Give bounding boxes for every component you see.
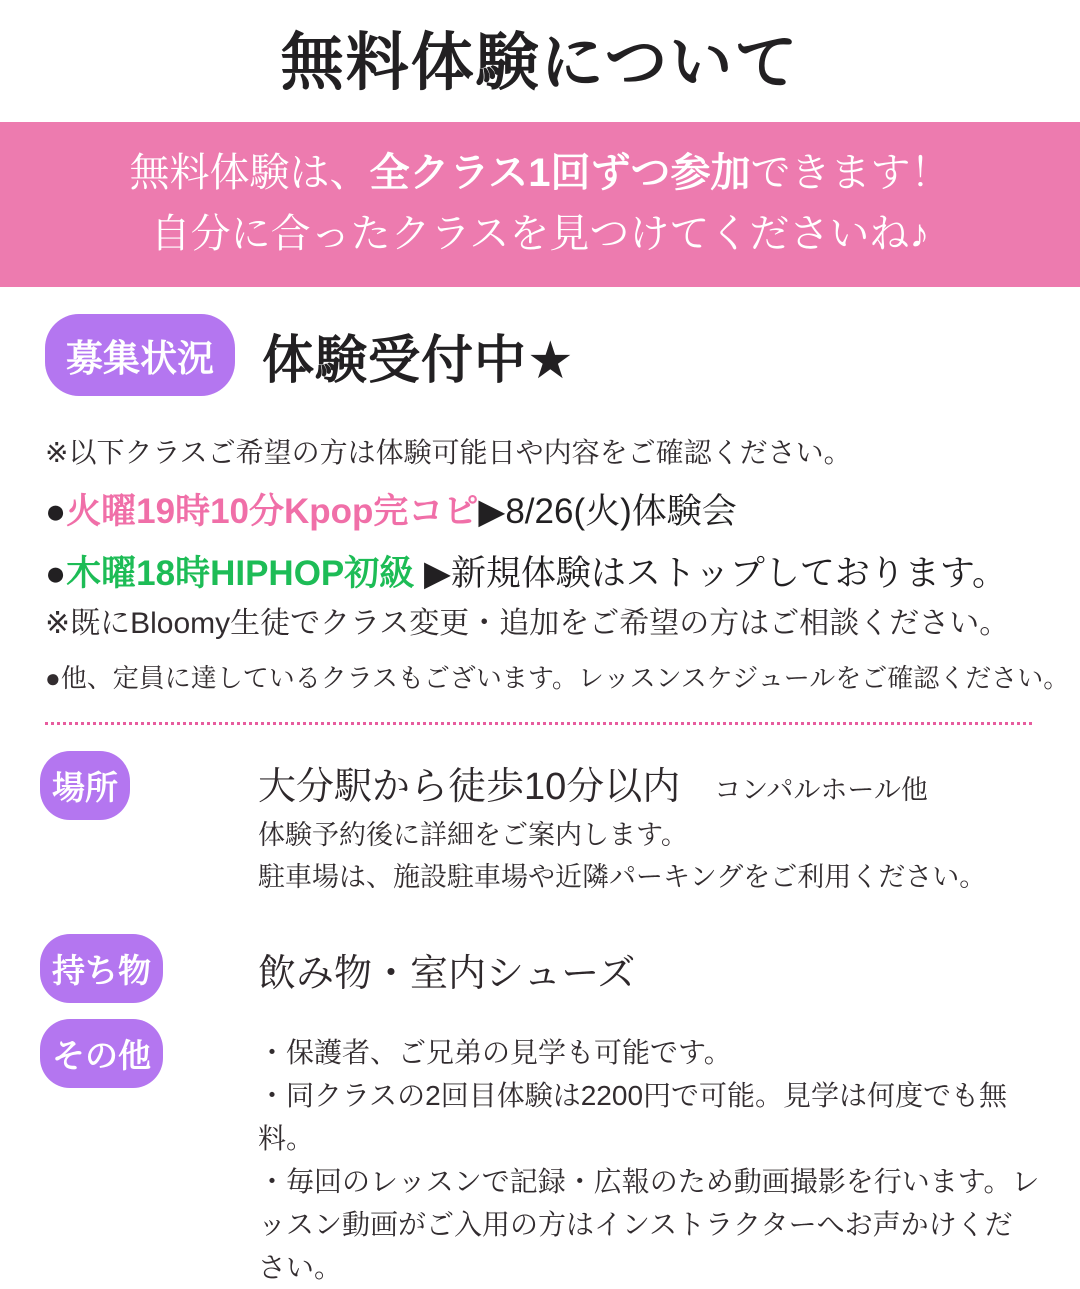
status-section: [45, 314, 1080, 396]
class-name-hiphop: 木曜18時HIPHOP初級: [66, 554, 415, 593]
class-name-kpop: 火曜19時10分Kpop完コピ: [66, 492, 479, 531]
bullet-dot-icon: ●: [45, 554, 67, 593]
info-row-other: [0, 1019, 1080, 1289]
items-badge: 持ち物: [40, 934, 163, 1003]
flyer-page: [0, 20, 1080, 1283]
info-row-location: [0, 751, 1080, 894]
banner-line1-bold: 全クラス1回ずつ参加: [369, 151, 751, 195]
page-title: 無料体験について: [280, 28, 800, 98]
location-main-line: [258, 755, 986, 810]
other-bullet-3: ・毎回のレッスンで記録・広報のため動画撮影を行います。レッスン動画がご入用の方はインストラクターへお声かけください。: [258, 1166, 1040, 1283]
banner-line1-pre: 無料体験は、: [129, 151, 370, 195]
items-badge-column: [40, 934, 258, 1003]
other-bullet-2: ・同クラスの2回目体験は2200円で可能。見学は何度でも無料。: [258, 1080, 1008, 1154]
class-hiphop-detail: 新規体験はストップしております。: [450, 554, 1008, 593]
items-main: 飲み物・室内シューズ: [258, 953, 636, 995]
other-badge: その他: [40, 1019, 163, 1088]
info-row-items: [0, 934, 1080, 1003]
arrow-right-icon: ▶: [478, 492, 506, 531]
note-check-classes: ※以下クラスご希望の方は体験可能日や内容をご確認ください。: [45, 437, 852, 468]
location-detail-2: 駐車場は、施設駐車場や近隣パーキングをご利用ください。: [258, 862, 987, 892]
arrow-right-icon: ▶: [414, 554, 451, 593]
location-detail-1: 体験予約後に詳細をご案内します。: [258, 820, 688, 850]
location-badge: 場所: [40, 751, 130, 820]
location-sub: コンパルホール他: [714, 775, 928, 805]
note-existing-students: ※既にBloomy生徒でクラス変更・追加をご希望の方はご相談ください。: [45, 607, 1010, 640]
status-badge: 募集状況: [45, 314, 235, 396]
status-heading: 体験受付中★: [262, 331, 575, 390]
bullet-dot-icon: ●: [45, 492, 67, 531]
location-main: 大分駅から徒歩10分以内: [258, 766, 681, 808]
location-badge-column: [40, 751, 258, 820]
intro-banner: [0, 122, 1080, 287]
notes-section: [45, 436, 1070, 694]
class-line-kpop: [45, 492, 1035, 532]
other-badge-column: [40, 1019, 258, 1088]
class-line-hiphop: [45, 554, 1035, 594]
banner-line-1: [0, 143, 1080, 204]
location-content: [258, 751, 986, 894]
note-other-classes: ●他、定員に達しているクラスもございます。レッスンスケジュールをご確認ください。: [45, 663, 1070, 693]
banner-line1-post: できます！: [750, 151, 951, 195]
class-kpop-detail: 8/26(火)体験会: [505, 492, 737, 531]
banner-line-2: 自分に合ったクラスを見つけてくださいね♪: [150, 212, 930, 256]
dotted-divider: [45, 722, 1035, 725]
other-content: [258, 1031, 1040, 1289]
other-bullet-1: ・保護者、ご兄弟の見学も可能です。: [258, 1037, 732, 1068]
